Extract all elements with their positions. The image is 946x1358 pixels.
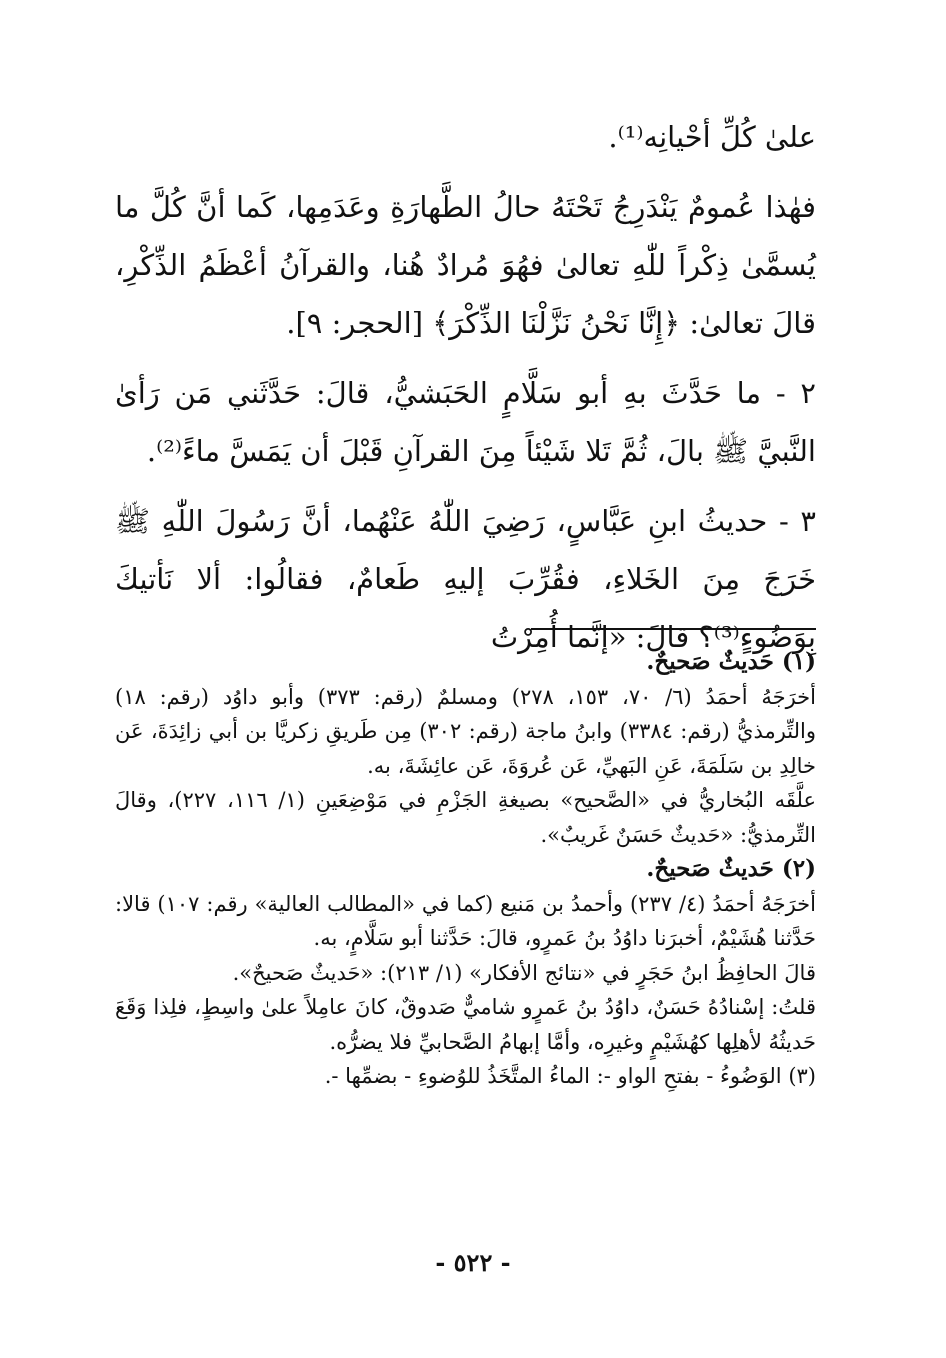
paragraph-1: علىٰ كُلِّ أحْيانِه⁽¹⁾. [608,120,816,154]
footnote-2-text: أخرَجَهُ أحمَدُ (٤/ ٢٣٧) وأحمدُ بن مَنيع (كما في «المطالب العالية» رقم: ١٠٧) قالا: حَدَّثنا هُشَيْمٌ، أخبرَنا داوُدُ بنُ عَمرٍو، قالَ: حَدَّثنا أبو سَلَّامٍ، به. [115,891,816,950]
paragraph-4: ٣ - حديثُ ابنِ عَبَّاسٍ، رَضِيَ اللّٰهُ عَنْهُما، أنَّ رَسُولَ اللّٰهِ ﷺ خَرَجَ مِنَ الخَلاءِ، فقُرِّبَ إليهِ طَعامٌ، فقالُوا: ألا نَأتيكَ بِوَضُوءٍ⁽³⁾؟ قالَ: «إنَّما أُمِرْتُ [115,504,816,654]
footnote-3-text: (٣) الوَضُوءُ - بفتحِ الواو -: الماءُ المتَّخَذُ للوُضوءِ - بضمِّها -. [324,1064,816,1088]
footnote-2-heading: (٢) حَديثٌ صَحيحٌ. [646,855,816,882]
footnote-1-text-2: علَّقَه البُخاريُّ في «الصَّحيح» بصيغةِ الجَزْمِ في مَوْضِعَينِ (١/ ١١٦، ٢٢٧)، وقالَ التِّرمذيُّ: «حَديثٌ حَسَنٌ غَريبٌ». [115,788,817,847]
footnote-separator [531,628,816,630]
main-text [115,108,816,678]
footnote-2-text-3: قلتُ: إسْنادُهُ حَسَنٌ، داوُدُ بنُ عَمرٍو شاميٌّ صَدوقٌ، كانَ عامِلاً علىٰ واسِطٍ، فلِذا وَقَعَ حَديثُهُ لأهلِها كهُشَيْمٍ وغيرِه، وأمَّا إبهامُ الصَّحابيِّ فلا يضرُّه. [115,995,816,1054]
footnote-2-text-2: قالَ الحافِظُ ابنُ حَجَرٍ في «نتائج الأفكار» (١/ ٢١٣): «حَديثٌ صَحيحٌ». [232,960,816,985]
footnote-1-text: أخرَجَهُ أحمَدُ (٦/ ٧٠، ١٥٣، ٢٧٨) ومسلمٌ (رقم: ٣٧٣) وأبو داوُد (رقم: ١٨) والتِّرمذيُّ (رقم: ٣٣٨٤) وابنُ ماجة (رقم: ٣٠٢) مِن طَريقِ زكريَّا بن أبي زائِدَةَ، عَن خالِدِ بن سَلَمَةَ، عَنِ البَهيِّ، عَن عُروَةَ، عَن عائِشَةَ، به. [115,684,817,778]
paragraph-2: فهٰذا عُمومٌ يَنْدَرِجُ تَحْتَهُ حالُ الطَّهارَةِ وعَدَمِها، كَما أنَّ كُلَّ ما يُسمَّىٰ ذِكْراً للّٰهِ تعالىٰ فهُوَ مُرادٌ هُنا، والقرآنُ أعْظَمُ الذِّكْرِ، قالَ تعالىٰ: ﴿إِنَّا نَحْنُ نَزَّلْنَا الذِّكْرَ﴾ [الحجر: ٩]. [115,190,816,340]
page-number: - ٥٢٢ - [435,1248,511,1277]
paragraph-3: ٢ - ما حَدَّثَ بهِ أبو سَلَّامٍ الحَبَشيُّ، قالَ: حَدَّثَني مَن رَأىٰ النَّبيَّ ﷺ بالَ، ثُمَّ تَلا شَيْئاً مِنَ القرآنِ قَبْلَ أن يَمَسَّ ماءً⁽²⁾. [115,376,816,468]
footnotes [115,645,816,1094]
footnote-1-heading: (١) حَديثٌ صَحيحٌ. [646,648,816,675]
